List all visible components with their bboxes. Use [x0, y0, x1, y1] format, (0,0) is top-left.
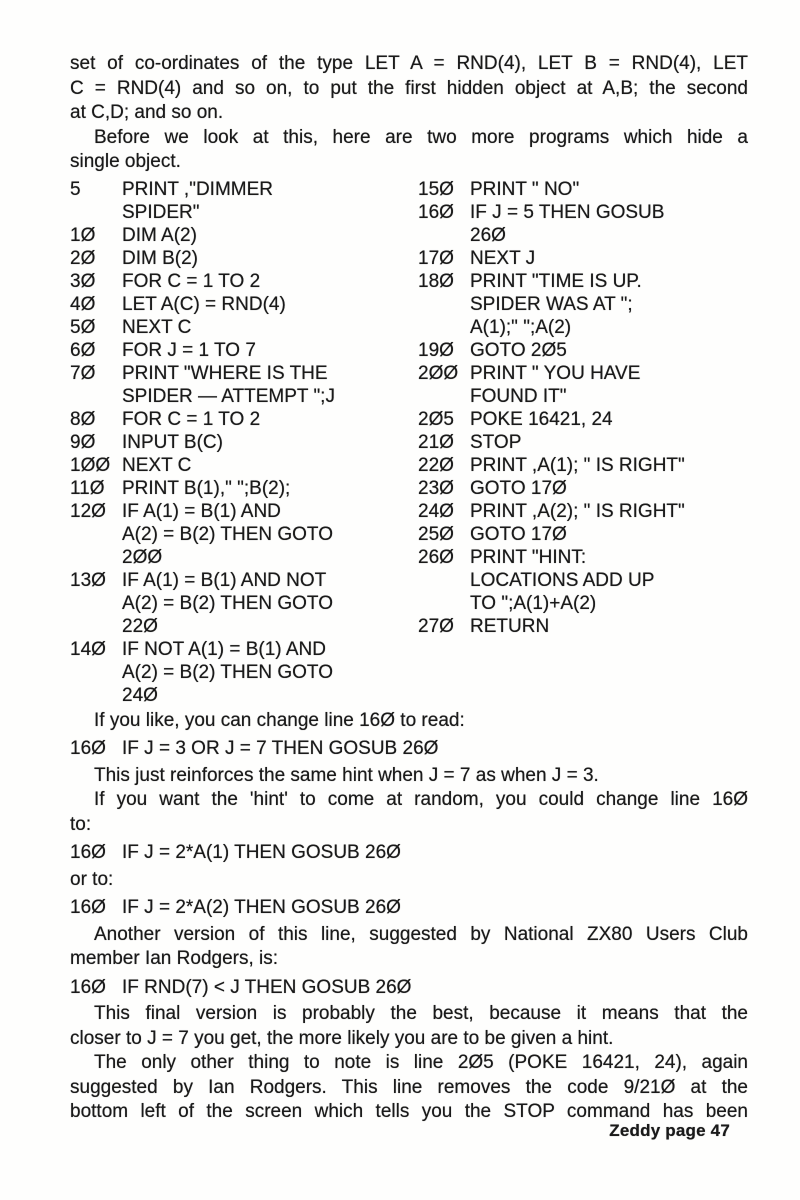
- statement-code: [122, 500, 418, 569]
- code-text: IF J = 3 OR J = 7 THEN GOSUB 26Ø: [122, 738, 439, 759]
- statement-code: [122, 270, 418, 293]
- page-footer: Zeddy page 47: [609, 1121, 730, 1140]
- code-line: 26Ø: [470, 224, 506, 246]
- paragraph-line: to:: [70, 813, 92, 835]
- code-statement: [418, 408, 748, 431]
- code-statement: [70, 477, 418, 500]
- paragraph: [70, 764, 748, 789]
- statement-code: [122, 408, 418, 431]
- statement-code: [470, 454, 748, 477]
- code-statement: [418, 500, 748, 523]
- code-line: PRINT "TIME IS UP.: [470, 270, 642, 292]
- statement-code: [470, 201, 748, 247]
- line-number: 24Ø: [418, 500, 454, 522]
- code-line: PRINT " YOU HAVE: [470, 362, 641, 384]
- statement-code: [470, 362, 748, 408]
- code-statement: [70, 454, 418, 477]
- statement-code: [470, 178, 748, 201]
- code-line: SPIDER — ATTEMPT ";J: [122, 385, 335, 407]
- line-number: 18Ø: [418, 270, 454, 292]
- code-line: SPIDER": [122, 201, 200, 223]
- paragraph: [70, 868, 748, 893]
- paragraph: [70, 52, 748, 126]
- paragraph: [70, 709, 748, 734]
- standalone-code-line: [70, 896, 748, 921]
- code-line: FOR J = 1 TO 7: [122, 339, 256, 361]
- code-line: DIM B(2): [122, 247, 198, 269]
- paragraph-line: closer to J = 7 you get, the more likely you are to be given a hint.: [70, 1027, 614, 1049]
- code-text: IF RND(7) < J THEN GOSUB 26Ø: [122, 976, 412, 998]
- paragraph-line: The only other thing to note is line 2Ø5 (POKE 16421, 24), again: [94, 1052, 748, 1073]
- code-statement: [418, 178, 748, 201]
- code-text: IF J = 2*A(1) THEN GOSUB 26Ø: [122, 842, 401, 863]
- paragraph-line: Another version of this line, suggested by National ZX80 Users Club: [94, 923, 748, 945]
- code-line: GOTO 2Ø5: [470, 339, 567, 361]
- paragraph: [70, 1002, 748, 1051]
- code-statement: [70, 408, 418, 431]
- statement-code: [122, 454, 418, 477]
- code-line: GOTO 17Ø: [470, 477, 567, 499]
- code-line: IF A(1) = B(1) AND NOT: [122, 569, 327, 591]
- standalone-code-line: [70, 737, 748, 762]
- code-statement: [418, 339, 748, 362]
- paragraph-line: C = RND(4) and so on, to put the first hidden object at A,B; the second: [70, 77, 748, 99]
- code-line: NEXT J: [470, 247, 536, 269]
- code-statement: [70, 224, 418, 247]
- line-number: 23Ø: [418, 477, 454, 499]
- line-number: 19Ø: [418, 339, 454, 361]
- statement-code: [470, 339, 748, 362]
- statement-code: [470, 408, 748, 431]
- paragraph-line: set of co-ordinates of the type LET A = RND(4), LET B = RND(4), LET: [70, 53, 748, 74]
- code-line: A(2) = B(2) THEN GOTO: [122, 592, 333, 614]
- line-number: 7Ø: [70, 362, 96, 384]
- line-number: 27Ø: [418, 615, 454, 637]
- code-text: IF J = 2*A(2) THEN GOSUB 26Ø: [122, 897, 401, 918]
- line-number: 3Ø: [70, 270, 96, 292]
- line-number: 16Ø: [70, 738, 106, 759]
- line-number: 1ØØ: [70, 454, 111, 476]
- code-line: DIM A(2): [122, 224, 197, 246]
- code-line: LET A(C) = RND(4): [122, 293, 286, 315]
- line-number: 5Ø: [70, 316, 96, 338]
- line-number: 8Ø: [70, 408, 96, 430]
- paragraph-line: This just reinforces the same hint when J = 7 as when J = 3.: [94, 764, 599, 786]
- statement-code: [122, 316, 418, 339]
- code-statement: [70, 293, 418, 316]
- line-number: 2Ø: [70, 247, 96, 269]
- code-statement: [418, 362, 748, 408]
- code-line: FOR C = 1 TO 2: [122, 270, 261, 292]
- statement-code: [122, 362, 418, 408]
- code-line: A(2) = B(2) THEN GOTO: [122, 523, 333, 545]
- line-number: 2ØØ: [418, 362, 459, 384]
- line-number: 12Ø: [70, 500, 106, 522]
- code-line: PRINT "HINT:: [470, 546, 587, 568]
- basic-code-listing: [70, 178, 748, 707]
- code-line: SPIDER WAS AT ";: [470, 293, 633, 315]
- code-statement: [70, 500, 418, 569]
- paragraph-line: at C,D; and so on.: [70, 102, 224, 123]
- code-line: PRINT ,"DIMMER: [122, 178, 274, 200]
- statement-code: [470, 270, 748, 339]
- code-line: FOR C = 1 TO 2: [122, 408, 261, 430]
- code-statement: [418, 454, 748, 477]
- code-line: GOTO 17Ø: [470, 523, 567, 545]
- page-content: [70, 52, 748, 1125]
- standalone-code-line: [70, 976, 748, 1001]
- paragraph-line: suggested by Ian Rodgers. This line removes the code 9/21Ø at the: [70, 1076, 748, 1098]
- line-number: 16Ø: [70, 842, 106, 863]
- code-statement: [70, 270, 418, 293]
- code-line: INPUT B(C): [122, 431, 223, 453]
- statement-code: [122, 178, 418, 224]
- code-line: TO ";A(1)+A(2): [470, 592, 597, 614]
- statement-code: [122, 339, 418, 362]
- paragraph: [70, 923, 748, 972]
- code-line: PRINT B(1)," ";B(2);: [122, 477, 291, 499]
- paragraph: [70, 126, 748, 175]
- statement-code: [470, 477, 748, 500]
- code-line: PRINT "WHERE IS THE: [122, 362, 328, 384]
- code-line: IF NOT A(1) = B(1) AND: [122, 638, 326, 660]
- code-line: PRINT ,A(1); " IS RIGHT": [470, 454, 685, 476]
- line-number: 21Ø: [418, 431, 454, 453]
- statement-code: [470, 431, 748, 454]
- line-number: 11Ø: [70, 477, 105, 499]
- code-line: NEXT C: [122, 454, 192, 476]
- code-line: RETURN: [470, 615, 550, 637]
- code-statement: [70, 569, 418, 638]
- statement-code: [122, 247, 418, 270]
- code-line: IF J = 5 THEN GOSUB: [470, 201, 665, 223]
- paragraph-line: or to:: [70, 868, 114, 890]
- code-statement: [418, 615, 748, 638]
- code-statement: [418, 546, 748, 615]
- line-number: 26Ø: [418, 546, 454, 568]
- line-number: 9Ø: [70, 431, 96, 453]
- statement-code: [122, 224, 418, 247]
- line-number: 1Ø: [70, 224, 96, 246]
- paragraph-line: If you want the 'hint' to come at random, you could change line 16Ø: [94, 789, 748, 810]
- statement-code: [122, 477, 418, 500]
- code-line: POKE 16421, 24: [470, 408, 613, 430]
- line-number: 16Ø: [70, 976, 106, 998]
- paragraph-line: bottom left of the screen which tells you the STOP command has been: [70, 1101, 748, 1122]
- statement-code: [122, 569, 418, 638]
- code-line: PRINT ,A(2); " IS RIGHT": [470, 500, 685, 522]
- standalone-code-line: [70, 841, 748, 866]
- code-line: 2ØØ: [122, 546, 163, 568]
- paragraph-line: This final version is probably the best, because it means that the: [94, 1003, 748, 1024]
- paragraph: [70, 788, 748, 837]
- statement-code: [122, 638, 418, 707]
- line-number: 6Ø: [70, 339, 96, 361]
- code-statement: [70, 431, 418, 454]
- code-line: PRINT " NO": [470, 178, 580, 200]
- statement-code: [470, 546, 748, 615]
- line-number: 17Ø: [418, 247, 454, 269]
- code-line: A(1);" ";A(2): [470, 316, 572, 338]
- code-statement: [418, 523, 748, 546]
- code-line: 22Ø: [122, 615, 158, 637]
- code-line: IF A(1) = B(1) AND: [122, 500, 281, 522]
- line-number: 15Ø: [418, 178, 454, 200]
- code-statement: [70, 247, 418, 270]
- line-number: 14Ø: [70, 638, 106, 660]
- code-statement: [70, 362, 418, 408]
- paragraph-line: member Ian Rodgers, is:: [70, 948, 279, 969]
- code-statement: [70, 178, 418, 224]
- code-line: FOUND IT": [470, 385, 567, 407]
- code-statement: [418, 270, 748, 339]
- statement-code: [470, 500, 748, 523]
- statement-code: [470, 523, 748, 546]
- statement-code: [470, 247, 748, 270]
- line-number: 22Ø: [418, 454, 454, 476]
- code-statement: [70, 316, 418, 339]
- code-line: NEXT C: [122, 316, 192, 338]
- line-number: 16Ø: [418, 201, 454, 223]
- code-statement: [70, 339, 418, 362]
- code-statement: [70, 638, 418, 707]
- line-number: 16Ø: [70, 897, 106, 918]
- paragraph-line: If you like, you can change line 16Ø to read:: [94, 709, 465, 731]
- code-statement: [418, 201, 748, 247]
- statement-code: [470, 615, 748, 638]
- code-line: 24Ø: [122, 684, 158, 706]
- code-statement: [418, 431, 748, 454]
- code-line: LOCATIONS ADD UP: [470, 569, 655, 591]
- line-number: 5: [70, 178, 81, 200]
- paragraph: [70, 1051, 748, 1125]
- statement-code: [122, 431, 418, 454]
- line-number: 13Ø: [70, 569, 106, 591]
- listing-column-left: [70, 178, 418, 707]
- statement-code: [122, 293, 418, 316]
- code-line: STOP: [470, 431, 522, 453]
- paragraph-line: Before we look at this, here are two more programs which hide a: [94, 126, 748, 148]
- listing-column-right: [418, 178, 748, 707]
- line-number: 25Ø: [418, 523, 454, 545]
- code-statement: [418, 477, 748, 500]
- code-statement: [418, 247, 748, 270]
- paragraph-line: single object.: [70, 151, 181, 172]
- line-number: 2Ø5: [418, 408, 454, 430]
- code-line: A(2) = B(2) THEN GOTO: [122, 661, 333, 683]
- line-number: 4Ø: [70, 293, 96, 315]
